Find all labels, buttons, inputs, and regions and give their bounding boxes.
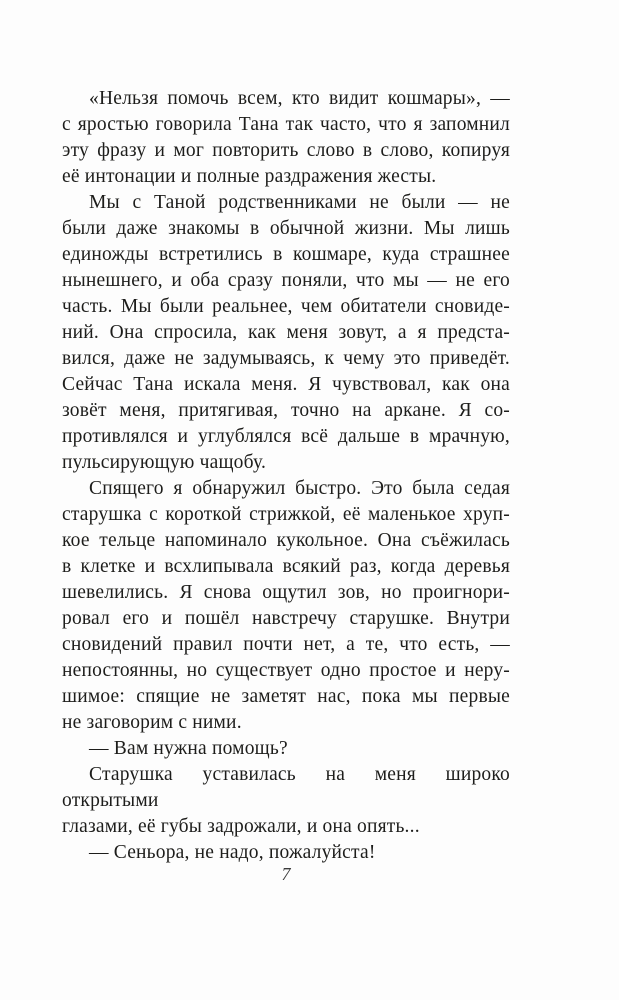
text-line: — Вам нужна помощь? <box>89 738 288 759</box>
text-line: с яростью говорила Тана так часто, что я запомнил <box>62 114 510 135</box>
text-line: Сейчас Тана искала меня. Я чувствовал, как она <box>62 374 510 395</box>
text-line: её интонации и полные раздражения жесты. <box>62 166 437 187</box>
text-line: нынешнего, и оба сразу поняли, что мы — не его <box>62 270 510 291</box>
text-line: единожды встретились в кошмаре, куда страшнее <box>62 244 510 265</box>
text-line: Старушка уставилась на меня широко открытыми <box>62 764 510 811</box>
text-line: ний. Она спросила, как меня зовут, а я предста- <box>62 322 510 343</box>
text-line: сновидений правил почти нет, а те, что есть, — <box>62 634 510 655</box>
text-line: шимое: спящие не заметят нас, пока мы первые <box>62 686 510 707</box>
text-line: глазами, её губы задрожали, и она опять... <box>62 816 420 837</box>
text-line: в клетке и всхлипывала всякий раз, когда деревья <box>62 556 510 577</box>
text-line: были даже знакомы в обычной жизни. Мы лишь <box>62 218 510 239</box>
text-line: пульсирующую чащобу. <box>62 452 267 473</box>
text-line: часть. Мы были реальнее, чем обитатели сновиде- <box>62 296 510 317</box>
body-text <box>62 86 510 866</box>
text-line: ровал его и пошёл навстречу старушке. Внутри <box>62 608 510 629</box>
text-line: не заговорим с ними. <box>62 712 242 733</box>
text-line: Спящего я обнаружил быстро. Это была седая <box>89 478 510 499</box>
text-line: вился, даже не задумываясь, к чему это приведёт. <box>62 348 510 369</box>
text-line: непостоянны, но существует одно простое и неру- <box>62 660 510 681</box>
text-line: кое тельце напоминало кукольное. Она съёжилась <box>62 530 510 551</box>
text-line: старушка с короткой стрижкой, её маленькое хруп- <box>62 504 510 525</box>
text-line: противлялся и углублялся всё дальше в мрачную, <box>62 426 510 447</box>
text-line: — Сеньора, не надо, пожалуйста! <box>89 842 376 863</box>
text-line: шевелились. Я снова ощутил зов, но проигнори- <box>62 582 510 603</box>
page-number: 7 <box>281 864 291 884</box>
text-line: Мы с Таной родственниками не были — не <box>89 192 510 213</box>
text-line: зовёт меня, притягивая, точно на аркане. Я со- <box>62 400 510 421</box>
text-line: «Нельзя помочь всем, кто видит кошмары», — <box>89 88 510 109</box>
text-line: эту фразу и мог повторить слово в слово, копируя <box>62 140 510 161</box>
